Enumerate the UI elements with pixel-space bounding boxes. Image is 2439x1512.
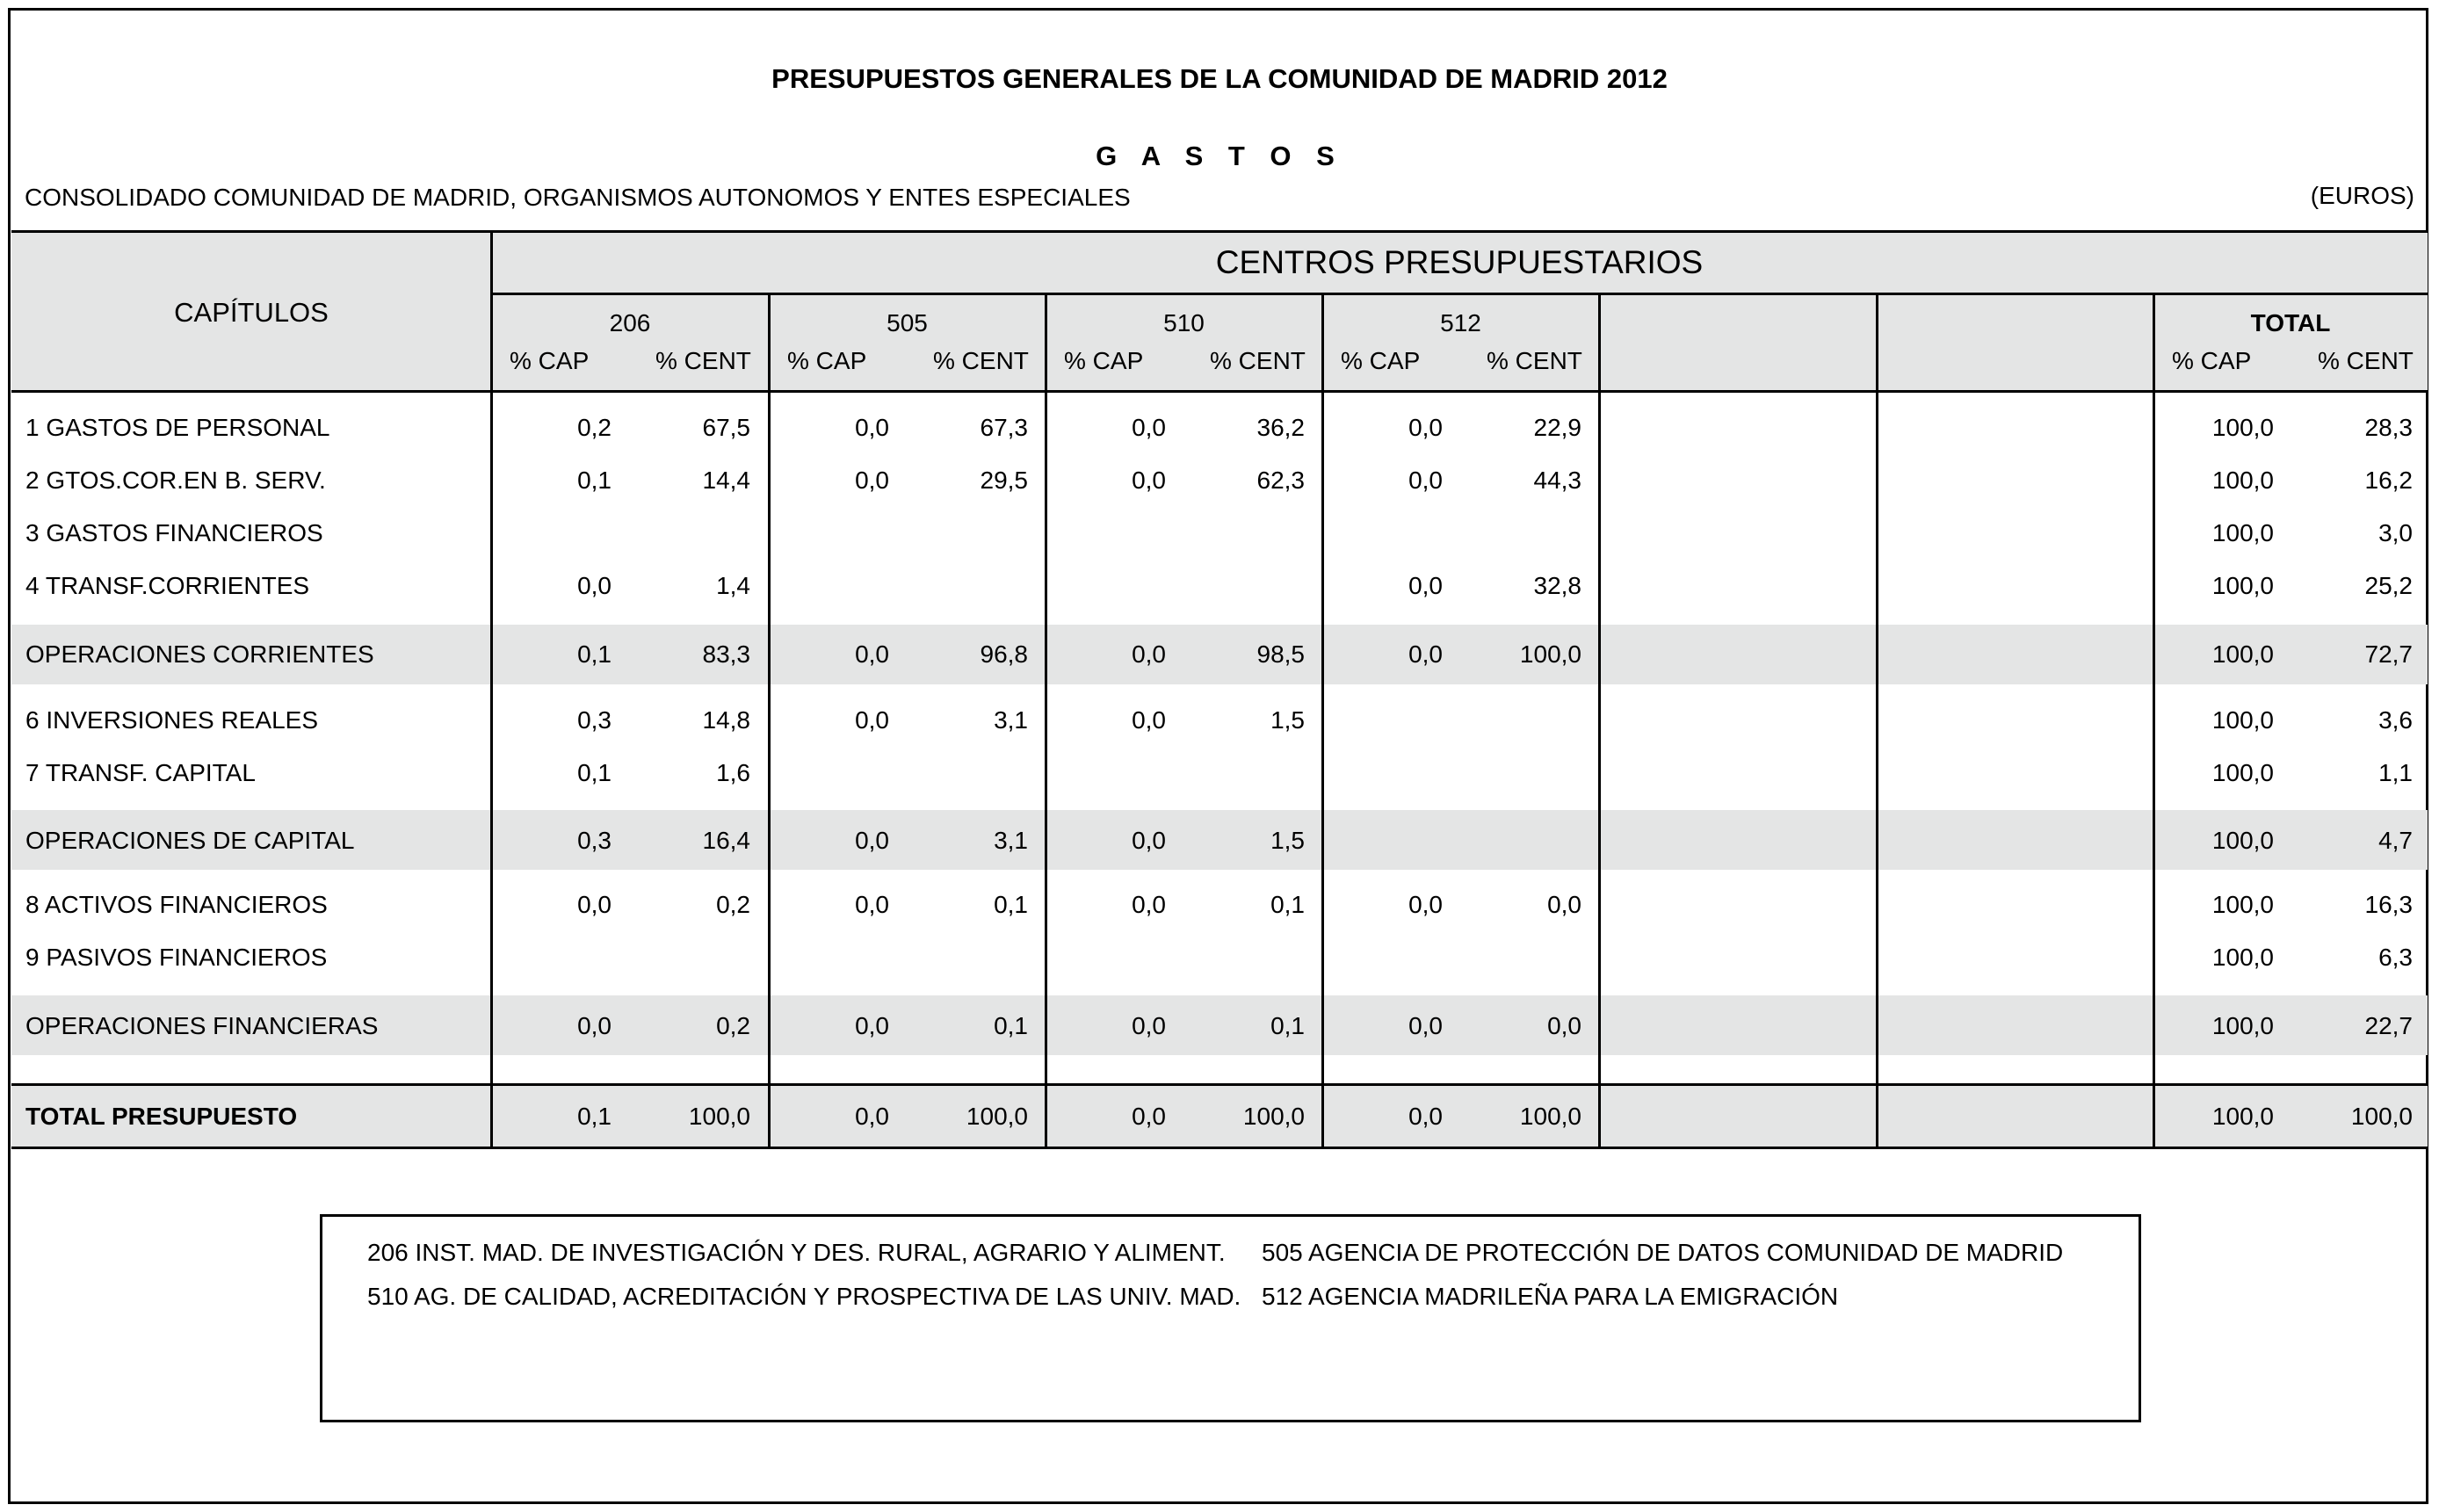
cell-pct-cap: 0,0 <box>1132 414 1166 441</box>
cell-pct-cap: 0,0 <box>855 414 889 441</box>
legend-item-206: 206 INST. MAD. DE INVESTIGACIÓN Y DES. RURAL, AGRARIO Y ALIMENT. <box>367 1239 1226 1266</box>
cell-pct-cent: 1,6 <box>716 759 750 786</box>
header-pct-cap: % CAP <box>1064 347 1144 374</box>
cell-pct-cent: 100,0 <box>1242 1103 1305 1130</box>
cell-pct-cap: 0,0 <box>1132 827 1166 854</box>
rule-total-bottom <box>11 1147 2428 1149</box>
header-pct-cent: % CENT <box>933 347 1029 374</box>
cell-pct-cent: 1,5 <box>1270 706 1305 734</box>
cell-pct-cap: 0,0 <box>855 706 889 734</box>
cell-pct-cent: 22,7 <box>2364 1012 2413 1039</box>
cell-pct-cap: 100,0 <box>2211 1012 2274 1039</box>
cell-pct-cent: 67,5 <box>702 414 750 441</box>
header-group-512: 512 <box>1440 309 1481 336</box>
header-pct-cent: % CENT <box>1210 347 1306 374</box>
cell-pct-cent: 100,0 <box>2350 1103 2413 1130</box>
cell-pct-cent: 14,8 <box>702 706 750 734</box>
header-pct-cap: % CAP <box>787 347 867 374</box>
cell-pct-cap: 0,1 <box>577 640 612 668</box>
cell-pct-cent: 3,1 <box>994 827 1028 854</box>
row-label: OPERACIONES CORRIENTES <box>25 640 374 668</box>
row-label: OPERACIONES DE CAPITAL <box>25 827 355 854</box>
row-label: 7 TRANSF. CAPITAL <box>25 759 256 786</box>
cell-pct-cent: 0,2 <box>716 891 750 918</box>
cell-pct-cap: 0,0 <box>1408 572 1443 599</box>
cell-pct-cent: 72,7 <box>2364 640 2413 668</box>
cell-pct-cap: 0,0 <box>855 827 889 854</box>
legend-item-510: 510 AG. DE CALIDAD, ACREDITACIÓN Y PROSPECTIVA DE LAS UNIV. MAD. <box>367 1283 1241 1310</box>
cell-pct-cap: 0,0 <box>855 891 889 918</box>
cell-pct-cap: 0,0 <box>577 891 612 918</box>
cell-pct-cap: 0,0 <box>1132 891 1166 918</box>
cell-pct-cap: 0,0 <box>1408 640 1443 668</box>
cell-pct-cap: 100,0 <box>2211 706 2274 734</box>
cell-pct-cent: 0,0 <box>1547 1012 1581 1039</box>
row-label: 3 GASTOS FINANCIEROS <box>25 519 323 546</box>
cell-pct-cent: 0,1 <box>1270 891 1305 918</box>
cell-pct-cap: 100,0 <box>2211 414 2274 441</box>
cell-pct-cent: 0,1 <box>994 1012 1028 1039</box>
cell-pct-cap: 100,0 <box>2211 640 2274 668</box>
row-label: 4 TRANSF.CORRIENTES <box>25 572 310 599</box>
cell-pct-cent: 1,4 <box>716 572 750 599</box>
cell-pct-cap: 0,2 <box>577 414 612 441</box>
row-label: 8 ACTIVOS FINANCIEROS <box>25 891 328 918</box>
cell-pct-cap: 0,0 <box>1132 640 1166 668</box>
rule-total-top <box>11 1083 2428 1086</box>
header-pct-cent: % CENT <box>1487 347 1582 374</box>
cell-pct-cent: 83,3 <box>702 640 750 668</box>
cell-pct-cent: 14,4 <box>702 467 750 494</box>
cell-pct-cent: 36,2 <box>1256 414 1305 441</box>
header-pct-cent: % CENT <box>2318 347 2414 374</box>
legend-item-512: 512 AGENCIA MADRILEÑA PARA LA EMIGRACIÓN <box>1262 1283 1839 1310</box>
cell-pct-cent: 67,3 <box>980 414 1028 441</box>
row-label: 1 GASTOS DE PERSONAL <box>25 414 330 441</box>
header-group-510: 510 <box>1163 309 1205 336</box>
header-pct-cap: % CAP <box>2172 347 2252 374</box>
cell-pct-cent: 96,8 <box>980 640 1028 668</box>
cell-pct-cap: 0,0 <box>1408 891 1443 918</box>
header-pct-cap: % CAP <box>1341 347 1421 374</box>
cell-pct-cent: 16,2 <box>2364 467 2413 494</box>
cell-pct-cap: 100,0 <box>2211 827 2274 854</box>
cell-pct-cap: 100,0 <box>2211 467 2274 494</box>
header-pct-cent: % CENT <box>655 347 751 374</box>
cell-pct-cent: 100,0 <box>688 1103 750 1130</box>
cell-pct-cap: 100,0 <box>2211 891 2274 918</box>
header-capitulos: CAPÍTULOS <box>174 297 329 328</box>
header-pct-cap: % CAP <box>510 347 590 374</box>
cell-pct-cap: 0,0 <box>1132 1103 1166 1130</box>
rule-col <box>1876 294 1878 1148</box>
units-label: (EUROS) <box>2310 182 2414 209</box>
cell-pct-cent: 22,9 <box>1533 414 1581 441</box>
rule-header-bottom <box>11 390 2428 393</box>
cell-pct-cent: 3,1 <box>994 706 1028 734</box>
cell-pct-cap: 0,3 <box>577 706 612 734</box>
cell-pct-cent: 1,1 <box>2378 759 2413 786</box>
cell-pct-cent: 16,3 <box>2364 891 2413 918</box>
cell-pct-cap: 0,0 <box>1408 467 1443 494</box>
cell-pct-cap: 0,0 <box>577 1012 612 1039</box>
cell-pct-cap: 0,0 <box>1132 1012 1166 1039</box>
cell-pct-cent: 1,5 <box>1270 827 1305 854</box>
cell-pct-cap: 0,3 <box>577 827 612 854</box>
cell-pct-cent: 25,2 <box>2364 572 2413 599</box>
cell-pct-cap: 0,0 <box>855 1012 889 1039</box>
cell-pct-cent: 4,7 <box>2378 827 2413 854</box>
header-group-TOTAL: TOTAL <box>2250 309 2331 336</box>
header-centros: CENTROS PRESUPUESTARIOS <box>1215 244 1704 280</box>
cell-pct-cent: 32,8 <box>1533 572 1581 599</box>
cell-pct-cap: 0,0 <box>855 640 889 668</box>
cell-pct-cent: 100,0 <box>1519 1103 1581 1130</box>
cell-pct-cent: 0,2 <box>716 1012 750 1039</box>
cell-pct-cent: 44,3 <box>1533 467 1581 494</box>
cell-pct-cap: 0,0 <box>1132 706 1166 734</box>
cell-pct-cap: 0,1 <box>577 467 612 494</box>
cell-pct-cent: 28,3 <box>2364 414 2413 441</box>
cell-pct-cent: 3,0 <box>2378 519 2413 546</box>
page-title: PRESUPUESTOS GENERALES DE LA COMUNIDAD DE MADRID 2012 <box>771 63 1668 94</box>
row-label: 2 GTOS.COR.EN B. SERV. <box>25 467 326 494</box>
cell-pct-cent: 29,5 <box>980 467 1028 494</box>
rule-top <box>11 230 2428 233</box>
row-label: OPERACIONES FINANCIERAS <box>25 1012 379 1039</box>
header-group-505: 505 <box>887 309 928 336</box>
total-row-label: TOTAL PRESUPUESTO <box>25 1103 298 1130</box>
cell-pct-cap: 0,0 <box>1132 467 1166 494</box>
rule-centros <box>491 293 2428 295</box>
cell-pct-cap: 100,0 <box>2211 1103 2274 1130</box>
cell-pct-cent: 0,1 <box>994 891 1028 918</box>
cell-pct-cap: 100,0 <box>2211 944 2274 971</box>
rule-col <box>1598 294 1601 1148</box>
cell-pct-cap: 0,0 <box>1408 1103 1443 1130</box>
scope-label: CONSOLIDADO COMUNIDAD DE MADRID, ORGANISMOS AUTONOMOS Y ENTES ESPECIALES <box>25 184 1131 211</box>
cell-pct-cap: 100,0 <box>2211 519 2274 546</box>
page-subtitle: G A S T O S <box>1096 141 1343 171</box>
cell-pct-cent: 16,4 <box>702 827 750 854</box>
row-label: 6 INVERSIONES REALES <box>25 706 319 734</box>
cell-pct-cent: 62,3 <box>1256 467 1305 494</box>
header-group-206: 206 <box>609 309 651 336</box>
cell-pct-cent: 98,5 <box>1256 640 1305 668</box>
cell-pct-cent: 3,6 <box>2378 706 2413 734</box>
cell-pct-cap: 0,0 <box>1408 1012 1443 1039</box>
cell-pct-cent: 100,0 <box>966 1103 1028 1130</box>
legend-item-505: 505 AGENCIA DE PROTECCIÓN DE DATOS COMUNIDAD DE MADRID <box>1262 1239 2064 1266</box>
row-label: 9 PASIVOS FINANCIEROS <box>25 944 328 971</box>
cell-pct-cap: 0,1 <box>577 759 612 786</box>
cell-pct-cap: 100,0 <box>2211 572 2274 599</box>
cell-pct-cent: 6,3 <box>2378 944 2413 971</box>
cell-pct-cap: 0,1 <box>577 1103 612 1130</box>
cell-pct-cent: 0,0 <box>1547 891 1581 918</box>
cell-pct-cent: 100,0 <box>1519 640 1581 668</box>
cell-pct-cap: 0,0 <box>855 1103 889 1130</box>
cell-pct-cent: 0,1 <box>1270 1012 1305 1039</box>
cell-pct-cap: 100,0 <box>2211 759 2274 786</box>
cell-pct-cap: 0,0 <box>1408 414 1443 441</box>
cell-pct-cap: 0,0 <box>577 572 612 599</box>
cell-pct-cap: 0,0 <box>855 467 889 494</box>
